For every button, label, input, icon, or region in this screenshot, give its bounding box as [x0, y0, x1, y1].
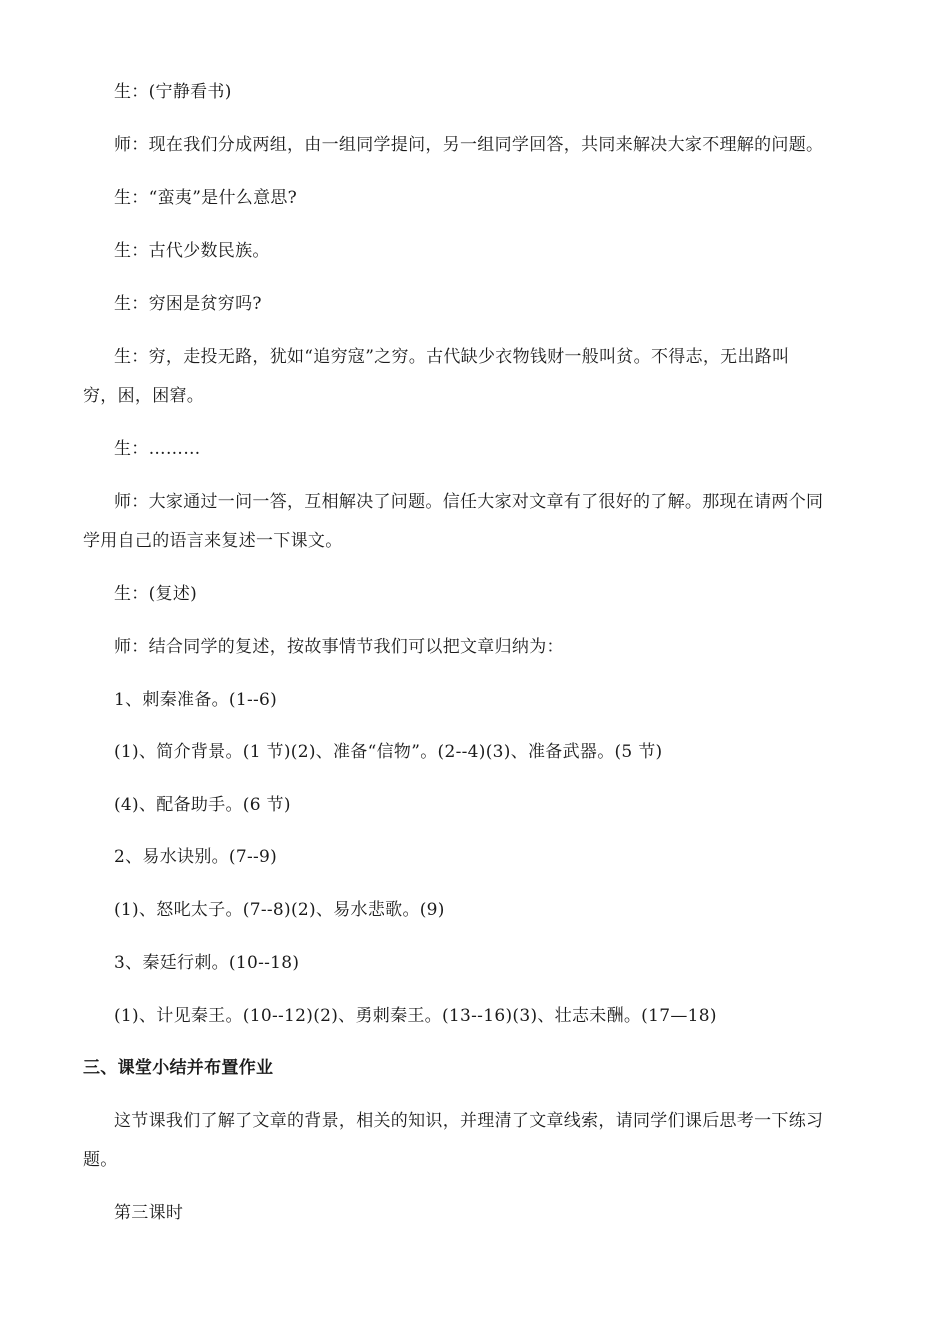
paragraph-line: 师：结合同学的复述，按故事情节我们可以把文章归纳为： [114, 637, 564, 657]
outline-subitem: (1)、怒叱太子。(7--8)(2)、易水悲歌。(9) [114, 900, 445, 920]
paragraph-line: 这节课我们了解了文章的背景，相关的知识，并理清了文章线索，请同学们课后思考一下练习 [114, 1111, 824, 1131]
paragraph-line: 生：古代少数民族。 [114, 241, 270, 261]
paragraph-line: 生：(复述) [114, 584, 198, 604]
section-heading: 三、课堂小结并布置作业 [83, 1058, 274, 1078]
lesson-label: 第三课时 [114, 1203, 184, 1223]
outline-subitem: (1)、简介背景。(1 节)(2)、准备“信物”。(2--4)(3)、准备武器。(5 节) [114, 742, 663, 762]
paragraph-line: 生：……… [114, 439, 201, 459]
paragraph-line: 生：(宁静看书) [114, 82, 232, 102]
outline-item: 3、秦廷行刺。(10--18) [114, 953, 300, 973]
paragraph-line-continuation: 穷，困，困窘。 [83, 386, 205, 406]
outline-subitem: (1)、计见秦王。(10--12)(2)、勇刺秦王。(13--16)(3)、壮志未酬。(17—18) [114, 1006, 717, 1026]
outline-item: 2、易水诀别。(7--9) [114, 847, 278, 867]
paragraph-line: 生：穷，走投无路，犹如“追穷寇”之穷。古代缺少衣物钱财一般叫贫。不得志，无出路叫 [114, 347, 790, 367]
paragraph-line-continuation: 题。 [83, 1150, 118, 1170]
paragraph-line: 生：“蛮夷”是什么意思? [114, 188, 298, 208]
paragraph-line-continuation: 学用自己的语言来复述一下课文。 [83, 531, 343, 551]
outline-item: 1、刺秦准备。(1--6) [114, 690, 278, 710]
outline-subitem: (4)、配备助手。(6 节) [114, 795, 291, 815]
paragraph-line: 师：大家通过一问一答，互相解决了问题。信任大家对文章有了很好的了解。那现在请两个同 [114, 492, 824, 512]
paragraph-line: 生：穷困是贫穷吗? [114, 294, 262, 314]
paragraph-line: 师：现在我们分成两组，由一组同学提问，另一组同学回答，共同来解决大家不理解的问题。 [114, 135, 824, 155]
